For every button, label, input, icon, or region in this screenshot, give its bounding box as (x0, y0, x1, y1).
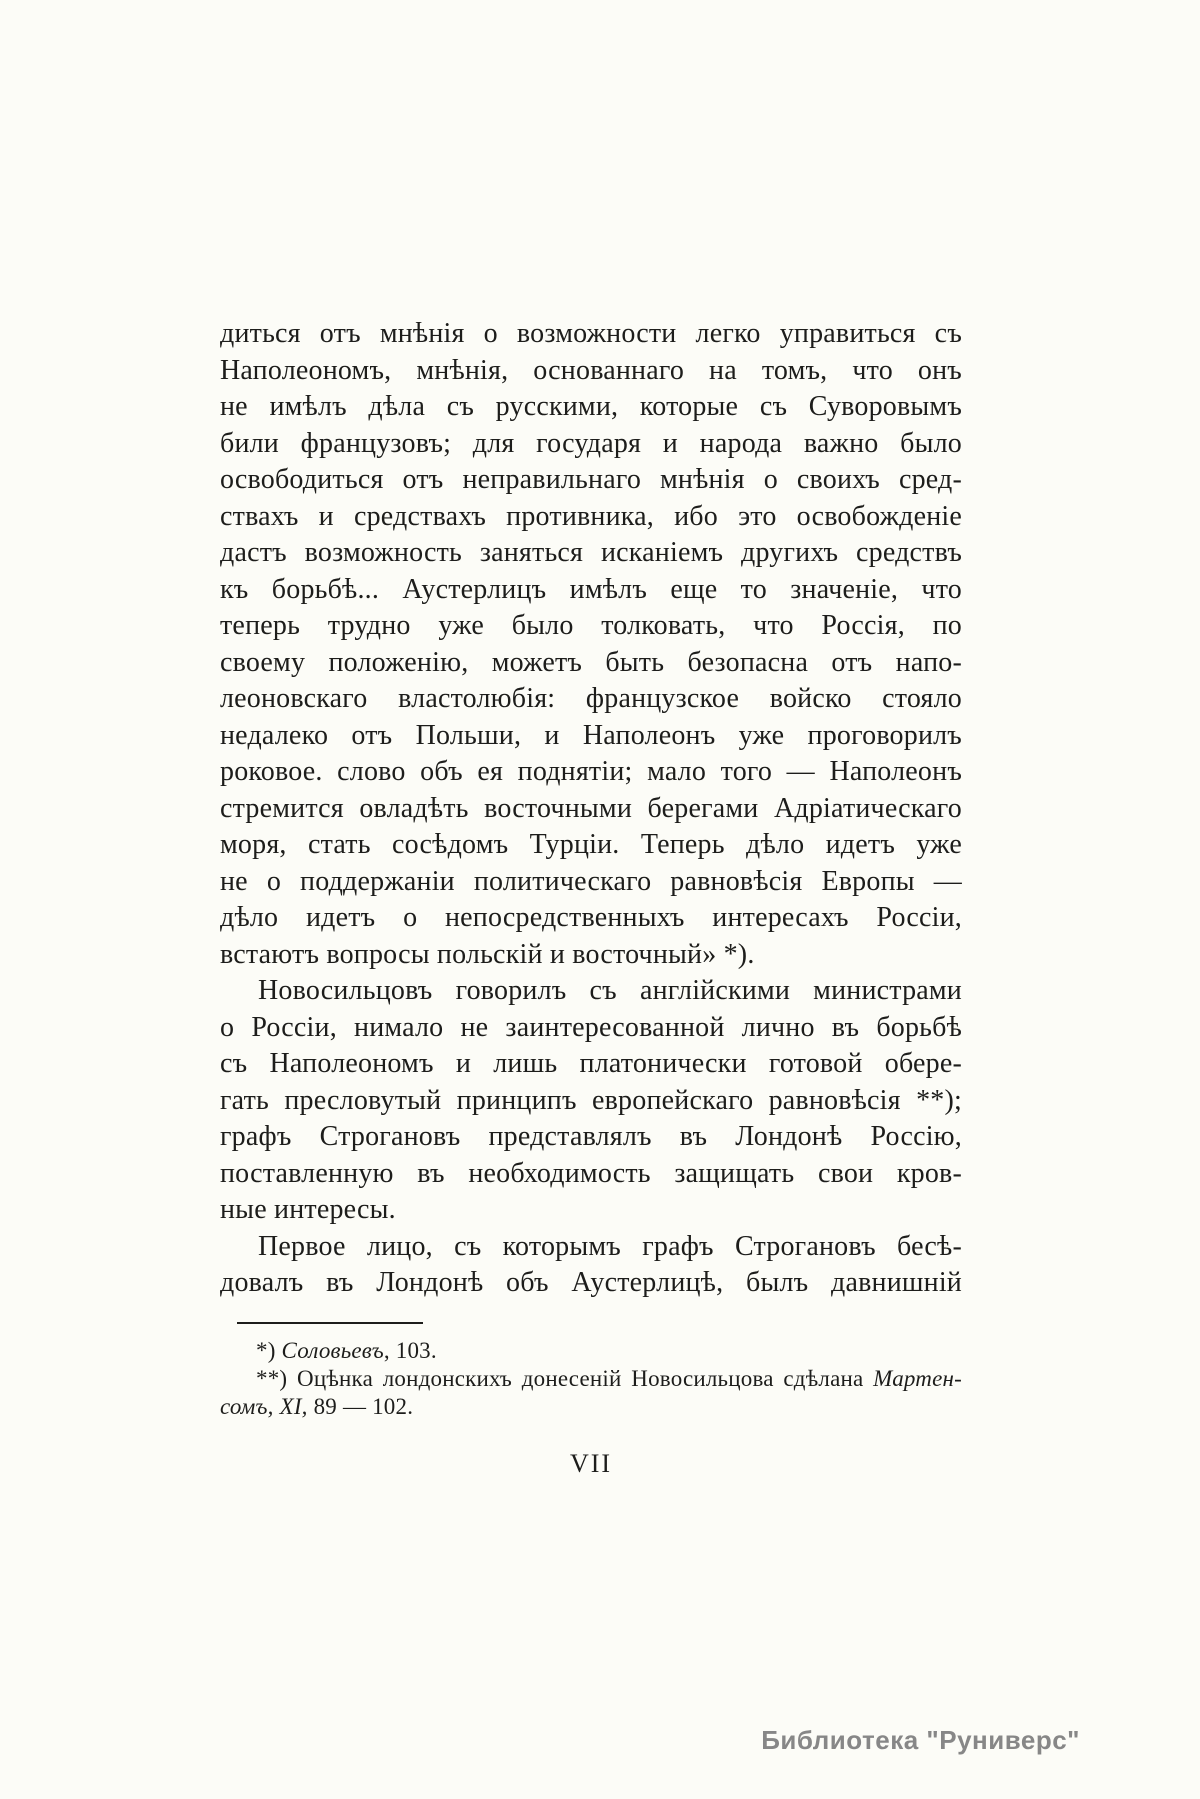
text-line: моря, стать сосѣдомъ Турціи. Теперь дѣло идетъ уже (220, 829, 962, 860)
text-line: стремится овладѣть восточными берегами Адріатическаго (220, 792, 962, 824)
text-line: не о поддержаніи политическаго равновѣсія Европы — (220, 865, 962, 897)
footnote-segment: *) (256, 1338, 282, 1363)
footnote-segment: , 103. (383, 1338, 437, 1363)
text-line: не имѣлъ дѣла съ русскими, которые съ Суворовымъ (220, 391, 962, 422)
text-line: дастъ возможность заняться исканіемъ другихъ средствъ (220, 537, 962, 568)
footnote-segment: **) Оцѣнка лондонскихъ донесеній Новосильцова сдѣлана (256, 1366, 874, 1391)
footnote-segment: Соловьевъ (281, 1338, 384, 1363)
text-line: Наполеономъ, мнѣнія, основаннаго на томъ, что онъ (220, 354, 962, 386)
footnote-separator (237, 1322, 423, 1324)
text-line: диться отъ мнѣнія о возможности легко управиться съ (220, 318, 962, 349)
text-line: роковое. слово объ ея поднятіи; мало того — Наполеонъ (220, 756, 962, 787)
text-line: своему положенію, можетъ быть безопасна отъ напо- (220, 646, 962, 678)
text-line: ные интересы. (220, 1194, 396, 1225)
text-line: недалеко отъ Польши, и Наполеонъ уже проговорилъ (220, 719, 962, 751)
footnote-segment: сомъ, XI, (220, 1394, 308, 1419)
footnote-line (220, 1393, 962, 1421)
text-line: теперь трудно уже было толковать, что Россія, по (220, 610, 962, 641)
text-line: гать пресловутый принципъ европейскаго равновѣсія **); (220, 1084, 962, 1116)
footnote-segment: 89 — 102. (307, 1394, 414, 1419)
library-watermark: Библиотека "Руниверс" (761, 1725, 1080, 1755)
footnote-segment: Мартен- (873, 1366, 962, 1391)
text-line: леоновскаго властолюбія: французское войско стояло (220, 683, 962, 714)
footnote-line (220, 1337, 962, 1365)
text-line: дѣло идетъ о непосредственныхъ интересахъ Россіи, (220, 902, 962, 933)
page-number: VII (569, 1449, 613, 1478)
text-line: освободиться отъ неправильнаго мнѣнія о своихъ сред- (220, 464, 962, 495)
text-line: Первое лицо, съ которымъ графъ Строгановъ бесѣ- (258, 1230, 962, 1262)
text-line: поставленную въ необходимость защищать свои кров- (220, 1157, 962, 1189)
text-line: били французовъ; для государя и народа важно было (220, 427, 962, 459)
text-line: о Россіи, нимало не заинтересованной лично въ борьбѣ (220, 1011, 962, 1043)
text-line: встаютъ вопросы польскій и восточный» *). (220, 938, 755, 970)
text-line: графъ Строгановъ представлялъ въ Лондонѣ Россію, (220, 1121, 962, 1152)
text-line: Новосильцовъ говорилъ съ англійскими министрами (258, 975, 962, 1006)
text-line: къ борьбѣ... Аустерлицъ имѣлъ еще то значеніе, что (220, 573, 962, 605)
text-line: съ Наполеономъ и лишь платонически готовой обере- (220, 1048, 962, 1079)
main-text (220, 316, 962, 1302)
text-line: ствахъ и средствахъ противника, ибо это освобожденіе (220, 500, 962, 532)
text-line: довалъ въ Лондонѣ объ Аустерлицѣ, былъ давнишній (220, 1267, 962, 1298)
footnotes (220, 1337, 962, 1421)
footnote-line (220, 1365, 962, 1393)
